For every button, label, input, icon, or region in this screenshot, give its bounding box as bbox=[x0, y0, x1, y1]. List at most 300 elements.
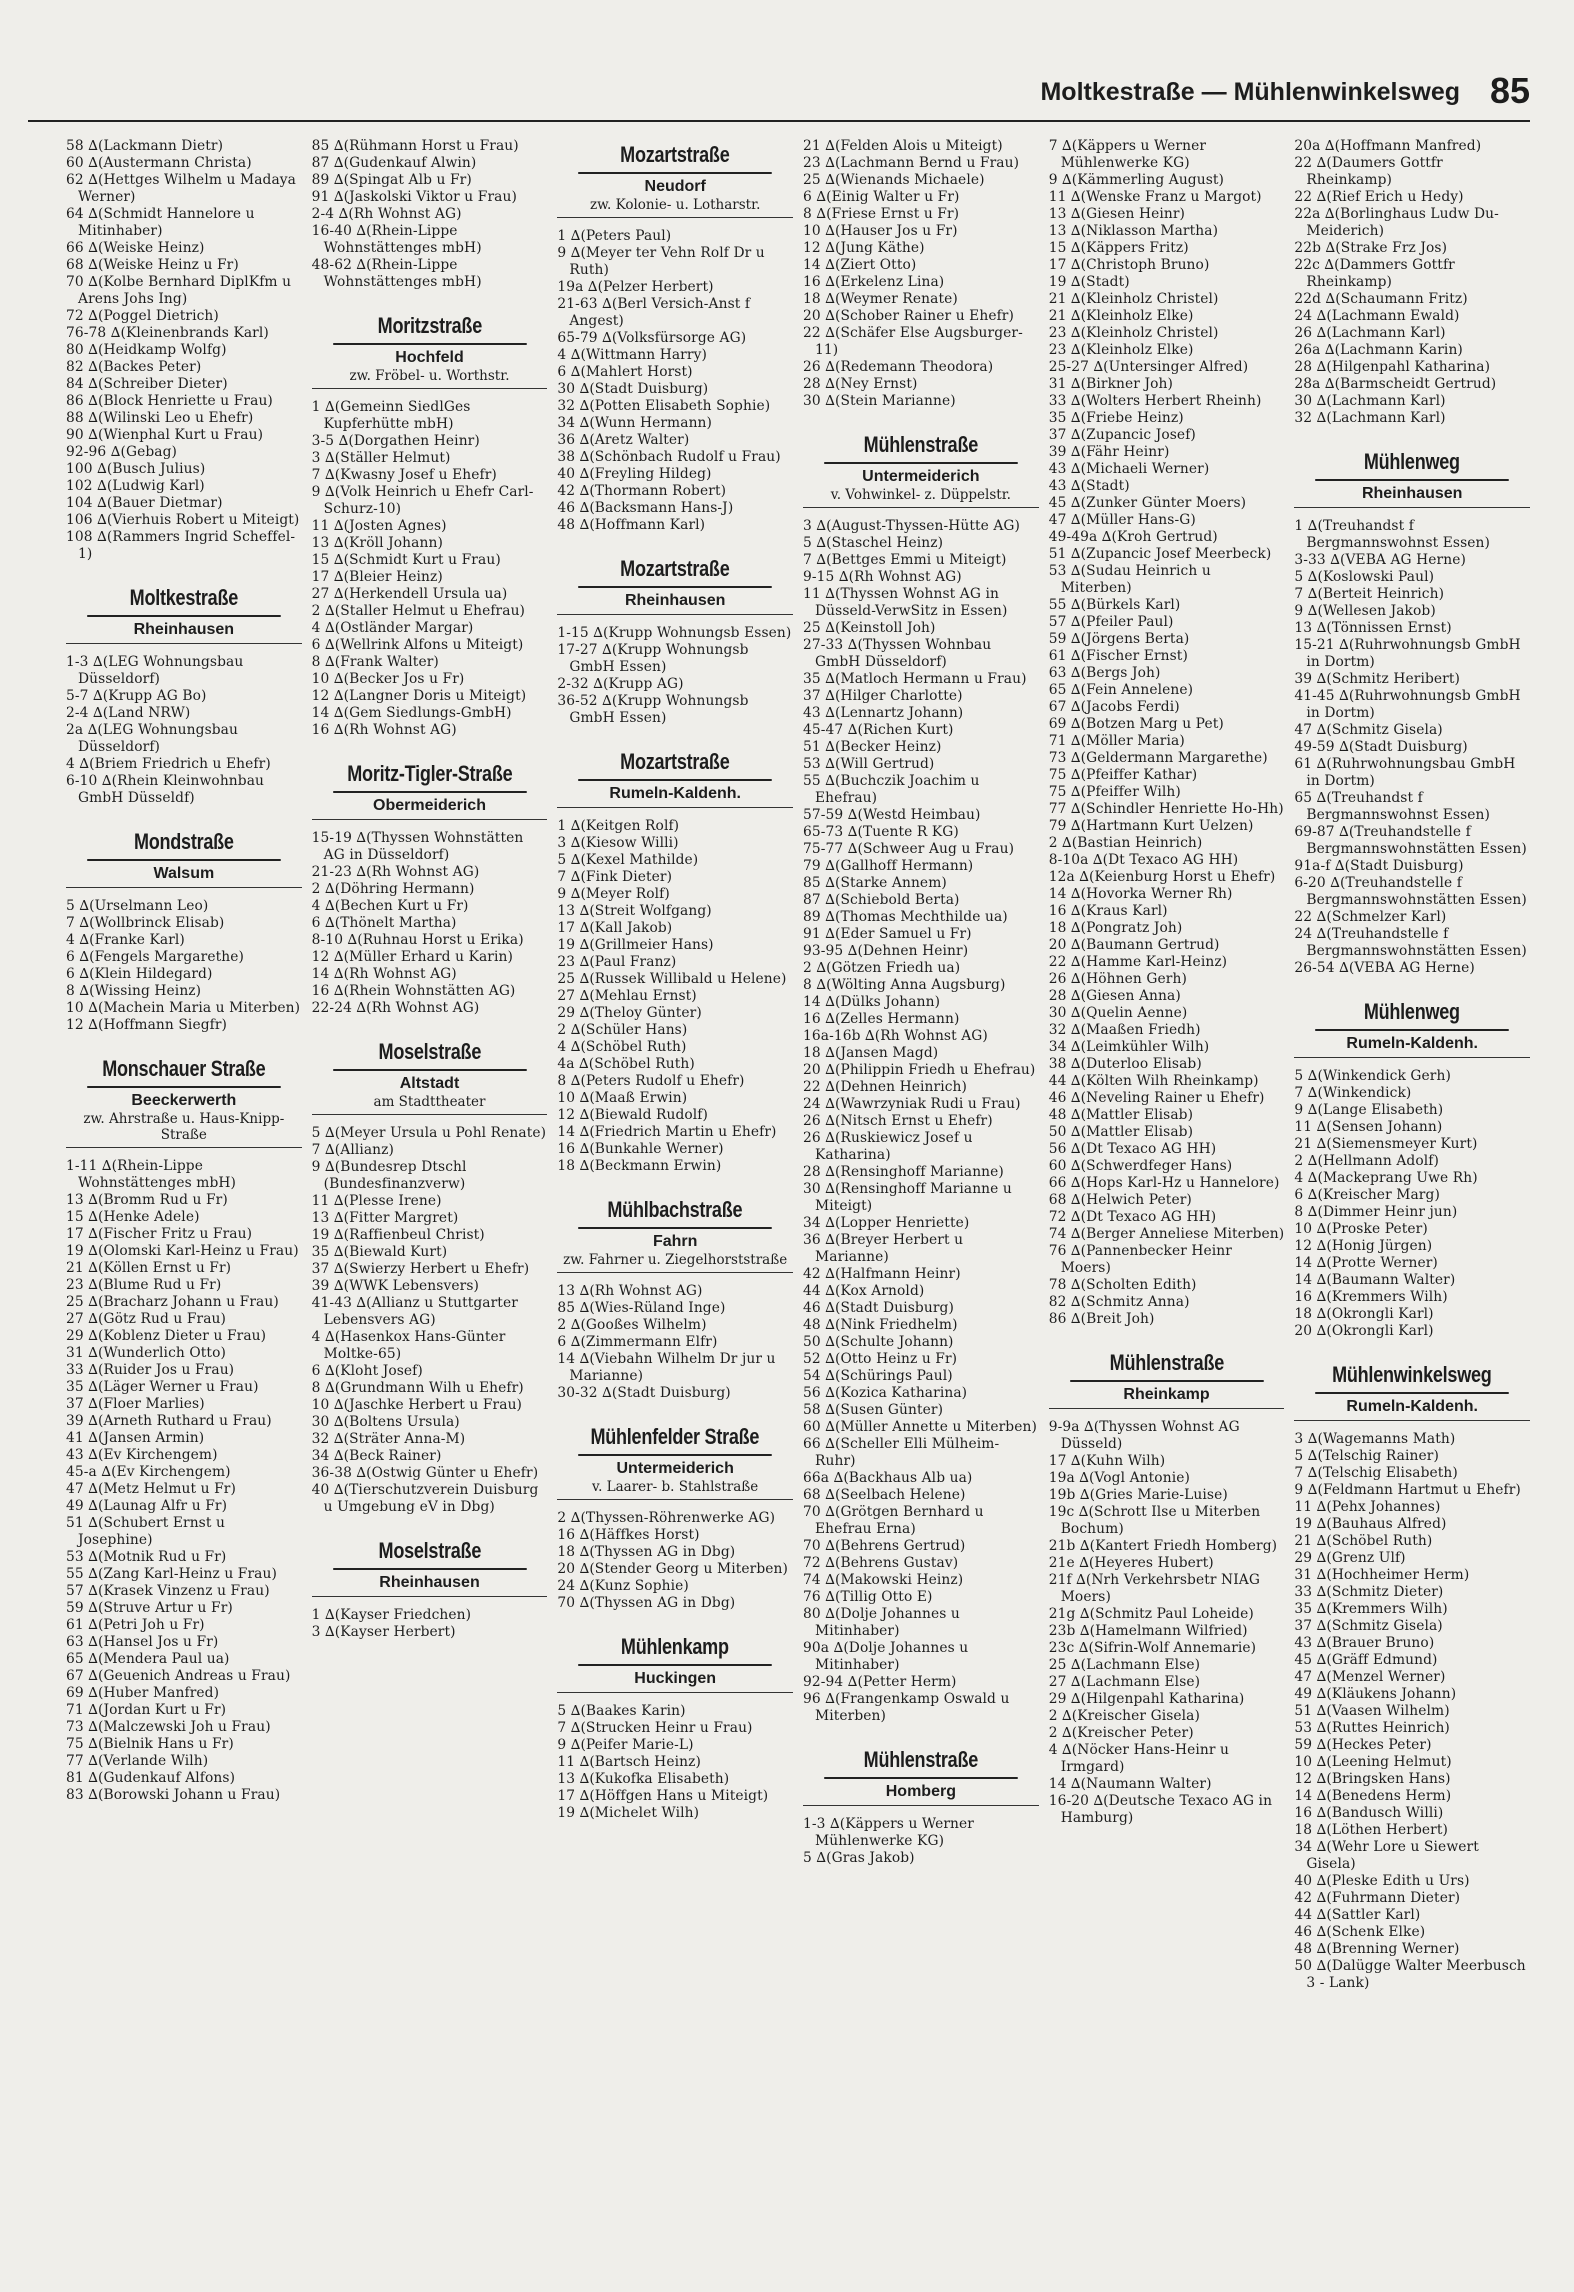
directory-entry: 64 ∆(Schmidt Hannelore u Mitinhaber) bbox=[66, 206, 255, 239]
directory-entry: 5 ∆(Gras Jakob) bbox=[803, 1850, 915, 1866]
directory-entry: 41-43 ∆(Allianz u Stuttgarter Lebensvers AG) bbox=[311, 1295, 518, 1328]
district-name: Rheinhausen bbox=[379, 1574, 480, 1591]
directory-entry: 1 ∆(Peters Paul) bbox=[557, 228, 672, 244]
directory-entry: 25 ∆(Russek Willibald u Helene) bbox=[557, 971, 787, 987]
directory-entry: 8-10a ∆(Dt Texaco AG HH) bbox=[1048, 852, 1239, 868]
directory-entry: 30 ∆(Boltens Ursula) bbox=[311, 1414, 460, 1430]
heading-rule bbox=[312, 1114, 548, 1115]
directory-entry: 100 ∆(Busch Julius) bbox=[66, 461, 206, 477]
directory-entry: 53 ∆(Ruttes Heinrich) bbox=[1294, 1720, 1450, 1736]
directory-entry: 16 ∆(Kraus Karl) bbox=[1048, 903, 1168, 919]
directory-entry: 21-63 ∆(Berl Versich-Anst f Angest) bbox=[557, 296, 751, 329]
heading-rule bbox=[66, 887, 302, 888]
directory-entry: 6 ∆(Kreischer Marg) bbox=[1294, 1187, 1440, 1203]
directory-entry: 2-4 ∆(Rh Wohnst AG) bbox=[311, 206, 462, 222]
directory-entry: 40 ∆(Freyling Hildeg) bbox=[557, 466, 712, 482]
directory-entry: 2 ∆(Staller Helmut u Ehefrau) bbox=[311, 603, 526, 619]
directory-entry: 3 ∆(August-Thyssen-Hütte AG) bbox=[803, 518, 1021, 534]
directory-entry: 9 ∆(Volk Heinrich u Ehefr Carl-Schurz-10) bbox=[311, 484, 534, 517]
directory-entry: 1-11 ∆(Rhein-Lippe Wohnstättenges mbH) bbox=[66, 1158, 237, 1191]
district-name: Rumeln-Kaldenh. bbox=[1346, 1035, 1478, 1052]
directory-entry: 25-27 ∆(Untersinger Alfred) bbox=[1048, 359, 1249, 375]
directory-entry: 48 ∆(Hoffmann Karl) bbox=[557, 517, 706, 533]
directory-entry: 34 ∆(Wunn Hermann) bbox=[557, 415, 713, 431]
directory-entry: 4 ∆(Nöcker Hans-Heinr u Irmgard) bbox=[1048, 1742, 1230, 1775]
directory-entry: 22 ∆(Schmelzer Karl) bbox=[1294, 909, 1447, 925]
directory-entry: 12 ∆(Langner Doris u Miteigt) bbox=[311, 688, 527, 704]
directory-entry: 24 ∆(Kunz Sophie) bbox=[557, 1578, 689, 1594]
directory-entry: 2 ∆(Bastian Heinrich) bbox=[1048, 835, 1203, 851]
page-header bbox=[28, 70, 1530, 122]
directory-entry: 46 ∆(Schenk Elke) bbox=[1294, 1924, 1426, 1940]
directory-entry: 9 ∆(Bundesrep Dtschl (Bundesfinanzverw) bbox=[311, 1159, 467, 1192]
directory-entry: 6-20 ∆(Treuhandstelle f Bergmannswohnstätten Essen) bbox=[1294, 875, 1527, 908]
district-name: Altstadt bbox=[399, 1075, 460, 1092]
directory-entry: 3-33 ∆(VEBA AG Herne) bbox=[1294, 552, 1466, 568]
directory-entry: 68 ∆(Seelbach Helene) bbox=[803, 1487, 966, 1503]
directory-entry: 80 ∆(Heidkamp Wolfg) bbox=[66, 342, 227, 358]
directory-entry: 16 ∆(Rhein Wohnstätten AG) bbox=[311, 983, 516, 999]
directory-entry: 12 ∆(Müller Erhard u Karin) bbox=[311, 949, 513, 965]
directory-entry: 17 ∆(Kall Jakob) bbox=[557, 920, 673, 936]
directory-entry: 44 ∆(Kox Arnold) bbox=[803, 1283, 925, 1299]
directory-entry: 3-5 ∆(Dorgathen Heinr) bbox=[311, 433, 480, 449]
directory-entry: 39 ∆(WWK Lebensvers) bbox=[311, 1278, 479, 1294]
directory-entry: 14 ∆(Protte Werner) bbox=[1294, 1255, 1438, 1271]
street-name: Moltkestraße bbox=[87, 585, 280, 617]
directory-entry: 14 ∆(Dülks Johann) bbox=[803, 994, 941, 1010]
street-name: Mondstraße bbox=[87, 829, 280, 861]
directory-entry: 86 ∆(Block Henriette u Frau) bbox=[66, 393, 273, 409]
street-heading bbox=[1294, 999, 1530, 1058]
directory-entry: 32 ∆(Lachmann Karl) bbox=[1294, 410, 1446, 426]
directory-entry: 14 ∆(Benedens Herm) bbox=[1294, 1788, 1452, 1804]
directory-entry: 46 ∆(Neveling Rainer u Ehefr) bbox=[1048, 1090, 1265, 1106]
directory-entry: 21 ∆(Felden Alois u Miteigt) bbox=[803, 138, 1003, 154]
directory-entry: 2-4 ∆(Land NRW) bbox=[66, 705, 191, 721]
directory-entry: 23c ∆(Sifrin-Wolf Annemarie) bbox=[1048, 1640, 1257, 1656]
directory-entry: 87 ∆(Gudenkauf Alwin) bbox=[311, 155, 477, 171]
directory-entry: 30 ∆(Quelin Aenne) bbox=[1048, 1005, 1188, 1021]
directory-entry: 3 ∆(Kayser Herbert) bbox=[311, 1624, 456, 1640]
directory-entry: 9 ∆(Peifer Marie-L) bbox=[557, 1737, 694, 1753]
directory-entry: 2 ∆(Hellmann Adolf) bbox=[1294, 1153, 1439, 1169]
directory-entry: 19b ∆(Gries Marie-Luise) bbox=[1048, 1487, 1228, 1503]
directory-entry: 65-73 ∆(Tuente R KG) bbox=[803, 824, 959, 840]
directory-entry: 18 ∆(Jansen Magd) bbox=[803, 1045, 939, 1061]
directory-entry: 15 ∆(Schmidt Kurt u Frau) bbox=[311, 552, 501, 568]
directory-entry: 28 ∆(Rensinghoff Marianne) bbox=[803, 1164, 1004, 1180]
directory-entry: 43 ∆(Ev Kirchengem) bbox=[66, 1447, 218, 1463]
directory-entry: 33 ∆(Schmitz Dieter) bbox=[1294, 1584, 1444, 1600]
directory-entry: 55 ∆(Bürkels Karl) bbox=[1048, 597, 1181, 613]
directory-entry: 30-32 ∆(Stadt Duisburg) bbox=[557, 1385, 731, 1401]
directory-entry: 26-54 ∆(VEBA AG Herne) bbox=[1294, 960, 1475, 976]
directory-entry: 10 ∆(Leening Helmut) bbox=[1294, 1754, 1452, 1770]
directory-entry: 34 ∆(Wehr Lore u Siewert Gisela) bbox=[1294, 1839, 1479, 1872]
directory-entry: 39 ∆(Fähr Heinr) bbox=[1048, 444, 1170, 460]
directory-entry: 69-87 ∆(Treuhandstelle f Bergmannswohnstätten Essen) bbox=[1294, 824, 1527, 857]
directory-entry: 4 ∆(Hasenkox Hans-Günter Moltke-65) bbox=[311, 1329, 506, 1362]
directory-entry: 25 ∆(Lachmann Else) bbox=[1048, 1657, 1201, 1673]
directory-entry: 28 ∆(Hilgenpahl Katharina) bbox=[1294, 359, 1491, 375]
directory-entry: 65 ∆(Treuhandst f Bergmannswohnst Essen) bbox=[1294, 790, 1491, 823]
directory-entry: 49 ∆(Kläukens Johann) bbox=[1294, 1686, 1457, 1702]
directory-entry: 75 ∆(Pfeiffer Kathar) bbox=[1048, 767, 1198, 783]
directory-entry: 67 ∆(Geuenich Andreas u Frau) bbox=[66, 1668, 291, 1684]
directory-entry: 51 ∆(Vaasen Wilhelm) bbox=[1294, 1703, 1450, 1719]
directory-entry: 26 ∆(Redemann Theodora) bbox=[803, 359, 994, 375]
directory-entry: 41-45 ∆(Ruhrwohnungsb GmbH in Dortm) bbox=[1294, 688, 1521, 721]
directory-entry: 59 ∆(Jörgens Berta) bbox=[1048, 631, 1190, 647]
directory-entry: 54 ∆(Schürings Paul) bbox=[803, 1368, 953, 1384]
street-heading bbox=[557, 1634, 793, 1693]
directory-entry: 6-10 ∆(Rhein Kleinwohnbau GmbH Düsseldf) bbox=[66, 773, 265, 806]
street-heading bbox=[312, 1039, 548, 1115]
directory-entry: 11 ∆(Bartsch Heinz) bbox=[557, 1754, 701, 1770]
directory-entry: 76-78 ∆(Kleinenbrands Karl) bbox=[66, 325, 269, 341]
directory-entry: 85 ∆(Wies-Rüland Inge) bbox=[557, 1300, 726, 1316]
directory-entry: 10 ∆(Jaschke Herbert u Frau) bbox=[311, 1397, 523, 1413]
directory-entry: 8 ∆(Wissing Heinz) bbox=[66, 983, 202, 999]
heading-rule bbox=[557, 614, 793, 615]
directory-entry: 27 ∆(Mehlau Ernst) bbox=[557, 988, 697, 1004]
directory-entry: 16 ∆(Erkelenz Lina) bbox=[803, 274, 945, 290]
directory-entry: 16 ∆(Häffkes Horst) bbox=[557, 1527, 700, 1543]
directory-entry: 56 ∆(Kozica Katharina) bbox=[803, 1385, 968, 1401]
directory-entry: 10 ∆(Machein Maria u Miterben) bbox=[66, 1000, 301, 1016]
directory-entry: 9 ∆(Meyer ter Vehn Rolf Dr u Ruth) bbox=[557, 245, 765, 278]
directory-entry: 42 ∆(Thormann Robert) bbox=[557, 483, 727, 499]
directory-entry: 6 ∆(Mahlert Horst) bbox=[557, 364, 693, 380]
directory-entry: 1-15 ∆(Krupp Wohnungsb Essen) bbox=[557, 625, 792, 641]
district-name: Rheinhausen bbox=[133, 621, 235, 638]
heading-rule bbox=[557, 217, 793, 218]
directory-entry: 28 ∆(Giesen Anna) bbox=[1048, 988, 1181, 1004]
street-name: Mühlbachstraße bbox=[579, 1197, 772, 1229]
directory-entry: 34 ∆(Beck Rainer) bbox=[311, 1448, 442, 1464]
directory-entry: 20 ∆(Baumann Gertrud) bbox=[1048, 937, 1220, 953]
heading-rule bbox=[557, 1272, 793, 1273]
directory-entry: 7 ∆(Kwasny Josef u Ehefr) bbox=[311, 467, 497, 483]
directory-entry: 45-47 ∆(Richen Kurt) bbox=[803, 722, 954, 738]
directory-entry: 57 ∆(Krasek Vinzenz u Frau) bbox=[66, 1583, 270, 1599]
street-heading bbox=[66, 1056, 302, 1148]
directory-entry: 3 ∆(Ställer Helmut) bbox=[311, 450, 451, 466]
directory-entry: 55 ∆(Zang Karl-Heinz u Frau) bbox=[66, 1566, 277, 1582]
directory-entry: 16a-16b ∆(Rh Wohnst AG) bbox=[803, 1028, 988, 1044]
street-location-note: zw. Fahrner u. Ziegelhorststraße bbox=[563, 1252, 788, 1268]
directory-entry: 1-3 ∆(Käppers u Werner Mühlenwerke KG) bbox=[803, 1816, 974, 1849]
directory-entry: 59 ∆(Struve Artur u Fr) bbox=[66, 1600, 233, 1616]
directory-entry: 21 ∆(Kleinholz Christel) bbox=[1048, 291, 1219, 307]
directory-entry: 9 ∆(Kämmerling August) bbox=[1048, 172, 1225, 188]
directory-entry: 106 ∆(Vierhuis Robert u Miteigt) bbox=[66, 512, 300, 528]
directory-entry: 25 ∆(Wienands Michaele) bbox=[803, 172, 985, 188]
directory-entry: 93-95 ∆(Dehnen Heinr) bbox=[803, 943, 969, 959]
directory-entry: 75 ∆(Pfeiffer Wilh) bbox=[1048, 784, 1181, 800]
directory-entry: 35 ∆(Biewald Kurt) bbox=[311, 1244, 448, 1260]
directory-entry: 5 ∆(Telschig Rainer) bbox=[1294, 1448, 1439, 1464]
directory-entry: 53 ∆(Sudau Heinrich u Miterben) bbox=[1048, 563, 1211, 596]
directory-entry: 63 ∆(Bergs Joh) bbox=[1048, 665, 1161, 681]
directory-entry: 30 ∆(Rensinghoff Marianne u Miteigt) bbox=[803, 1181, 1012, 1214]
street-heading bbox=[557, 1197, 793, 1273]
directory-entry: 26 ∆(Ruskiewicz Josef u Katharina) bbox=[803, 1130, 973, 1163]
directory-entry: 62 ∆(Hettges Wilhelm u Madaya Werner) bbox=[66, 172, 297, 205]
directory-entry: 18 ∆(Okrongli Karl) bbox=[1294, 1306, 1434, 1322]
directory-entry: 14 ∆(Viebahn Wilhelm Dr jur u Marianne) bbox=[557, 1351, 776, 1384]
directory-entry: 21 ∆(Köllen Ernst u Fr) bbox=[66, 1260, 232, 1276]
directory-entry: 24 ∆(Lachmann Ewald) bbox=[1294, 308, 1460, 324]
directory-entry: 51 ∆(Zupancic Josef Meerbeck) bbox=[1048, 546, 1272, 562]
district-name: Hochfeld bbox=[395, 349, 464, 366]
column-4 bbox=[803, 138, 1039, 2284]
directory-entry: 7 ∆(Käppers u Werner Mühlenwerke KG) bbox=[1048, 138, 1207, 171]
street-name: Monschauer Straße bbox=[87, 1056, 280, 1088]
directory-entry: 11 ∆(Sensen Johann) bbox=[1294, 1119, 1443, 1135]
directory-entry: 20 ∆(Schober Rainer u Ehefr) bbox=[803, 308, 1014, 324]
directory-entry: 16 ∆(Zelles Hermann) bbox=[803, 1011, 960, 1027]
directory-entry: 5 ∆(Urselmann Leo) bbox=[66, 898, 209, 914]
directory-entry: 56 ∆(Dt Texaco AG HH) bbox=[1048, 1141, 1217, 1157]
district-name: Obermeiderich bbox=[373, 797, 486, 814]
directory-entry: 8 ∆(Peters Rudolf u Ehefr) bbox=[557, 1073, 745, 1089]
directory-entry: 19 ∆(Bauhaus Alfred) bbox=[1294, 1516, 1447, 1532]
street-heading bbox=[66, 829, 302, 888]
directory-entry: 17 ∆(Fischer Fritz u Frau) bbox=[66, 1226, 253, 1242]
directory-entry: 6 ∆(Wellrink Alfons u Miteigt) bbox=[311, 637, 524, 653]
directory-entry: 25 ∆(Keinstoll Joh) bbox=[803, 620, 936, 636]
directory-entry: 17 ∆(Bleier Heinz) bbox=[311, 569, 443, 585]
column-1 bbox=[66, 138, 302, 2284]
directory-entry: 20a ∆(Hoffmann Manfred) bbox=[1294, 138, 1482, 154]
directory-entry: 19a ∆(Pelzer Herbert) bbox=[557, 279, 714, 295]
heading-rule bbox=[1294, 507, 1530, 508]
directory-entry: 21 ∆(Schöbel Ruth) bbox=[1294, 1533, 1433, 1549]
directory-entry: 11 ∆(Thyssen Wohnst AG in Düsseld-VerwSitz in Essen) bbox=[803, 586, 1008, 619]
directory-entry: 22a ∆(Borlinghaus Ludw Du-Meiderich) bbox=[1294, 206, 1499, 239]
directory-entry: 22 ∆(Daumers Gottfr Rheinkamp) bbox=[1294, 155, 1443, 188]
directory-entry: 8 ∆(Grundmann Wilh u Ehefr) bbox=[311, 1380, 524, 1396]
directory-entry: 96 ∆(Frangenkamp Oswald u Miterben) bbox=[803, 1691, 1010, 1724]
directory-entry: 88 ∆(Wilinski Leo u Ehefr) bbox=[66, 410, 254, 426]
directory-entry: 20 ∆(Okrongli Karl) bbox=[1294, 1323, 1434, 1339]
directory-entry: 37 ∆(Hilger Charlotte) bbox=[803, 688, 963, 704]
directory-entry: 47 ∆(Müller Hans-G) bbox=[1048, 512, 1196, 528]
heading-rule bbox=[312, 388, 548, 389]
directory-entry: 18 ∆(Löthen Herbert) bbox=[1294, 1822, 1448, 1838]
directory-entry: 3 ∆(Kiesow Willi) bbox=[557, 835, 679, 851]
directory-entry: 16 ∆(Bunkahle Werner) bbox=[557, 1141, 724, 1157]
directory-entry: 4a ∆(Schöbel Ruth) bbox=[557, 1056, 695, 1072]
directory-entry: 2 ∆(Kreischer Gisela) bbox=[1048, 1708, 1200, 1724]
directory-entry: 9-15 ∆(Rh Wohnst AG) bbox=[803, 569, 962, 585]
directory-entry: 18 ∆(Pongratz Joh) bbox=[1048, 920, 1183, 936]
directory-entry: 43 ∆(Michaeli Werner) bbox=[1048, 461, 1210, 477]
street-name: Moritz-Tigler-Straße bbox=[333, 761, 526, 793]
district-name: Rheinhausen bbox=[1361, 485, 1463, 502]
column-5 bbox=[1049, 138, 1285, 2284]
directory-entry: 13 ∆(Kröll Johann) bbox=[311, 535, 443, 551]
directory-entry: 10 ∆(Proske Peter) bbox=[1294, 1221, 1428, 1237]
directory-entry: 38 ∆(Schönbach Rudolf u Frau) bbox=[557, 449, 781, 465]
directory-entry: 30 ∆(Lachmann Karl) bbox=[1294, 393, 1446, 409]
directory-entry: 84 ∆(Schreiber Dieter) bbox=[66, 376, 228, 392]
directory-entry: 12a ∆(Keienburg Horst u Ehefr) bbox=[1048, 869, 1276, 885]
directory-entry: 75-77 ∆(Schweer Aug u Frau) bbox=[803, 841, 1015, 857]
street-name: Mühlenweg bbox=[1316, 999, 1509, 1031]
heading-rule bbox=[557, 807, 793, 808]
directory-entry: 29 ∆(Koblenz Dieter u Frau) bbox=[66, 1328, 267, 1344]
directory-entry: 6 ∆(Einig Walter u Fr) bbox=[803, 189, 960, 205]
directory-entry: 8 ∆(Wölting Anna Augsburg) bbox=[803, 977, 1006, 993]
directory-entry: 1 ∆(Gemeinn SiedlGes Kupferhütte mbH) bbox=[311, 399, 471, 432]
directory-entry: 5 ∆(Winkendick Gerh) bbox=[1294, 1068, 1451, 1084]
directory-entry: 27 ∆(Götz Rud u Frau) bbox=[66, 1311, 227, 1327]
directory-entry: 8 ∆(Dimmer Heinr jun) bbox=[1294, 1204, 1458, 1220]
directory-entry: 76 ∆(Tillig Otto E) bbox=[803, 1589, 933, 1605]
directory-entry: 16 ∆(Rh Wohnst AG) bbox=[311, 722, 457, 738]
street-name: Mühlenstraße bbox=[1070, 1350, 1263, 1382]
column-2 bbox=[312, 138, 548, 2284]
directory-entry: 71 ∆(Möller Maria) bbox=[1048, 733, 1185, 749]
directory-entry: 22d ∆(Schaumann Fritz) bbox=[1294, 291, 1468, 307]
directory-entry: 5 ∆(Koslowski Paul) bbox=[1294, 569, 1435, 585]
directory-entry: 1 ∆(Kayser Friedchen) bbox=[311, 1607, 472, 1623]
directory-entry: 89 ∆(Spingat Alb u Fr) bbox=[311, 172, 472, 188]
directory-entry: 1 ∆(Keitgen Rolf) bbox=[557, 818, 680, 834]
directory-entry: 44 ∆(Költen Wilh Rheinkamp) bbox=[1048, 1073, 1259, 1089]
directory-entry: 5 ∆(Staschel Heinz) bbox=[803, 535, 944, 551]
directory-entry: 17 ∆(Christoph Bruno) bbox=[1048, 257, 1210, 273]
directory-entry: 10 ∆(Hauser Jos u Fr) bbox=[803, 223, 958, 239]
directory-entry: 13 ∆(Streit Wolfgang) bbox=[557, 903, 712, 919]
directory-entry: 13 ∆(Bromm Rud u Fr) bbox=[66, 1192, 228, 1208]
heading-rule bbox=[1294, 1057, 1530, 1058]
directory-entry: 49-49a ∆(Kroh Gertrud) bbox=[1048, 529, 1218, 545]
district-name: Rheinkamp bbox=[1123, 1386, 1210, 1403]
directory-entry: 7 ∆(Fink Dieter) bbox=[557, 869, 673, 885]
directory-entry: 27 ∆(Herkendell Ursula ua) bbox=[311, 586, 508, 602]
directory-entry: 23 ∆(Lachmann Bernd u Frau) bbox=[803, 155, 1020, 171]
directory-entry: 27-33 ∆(Thyssen Wohnbau GmbH Düsseldorf) bbox=[803, 637, 992, 670]
street-name: Mühlenfelder Straße bbox=[579, 1424, 772, 1456]
directory-entry: 36 ∆(Breyer Herbert u Marianne) bbox=[803, 1232, 964, 1265]
street-location-note: v. Vohwinkel- z. Düppelstr. bbox=[830, 487, 1011, 503]
directory-entry: 66 ∆(Scheller Elli Mülheim-Ruhr) bbox=[803, 1436, 1000, 1469]
directory-entry: 11 ∆(Josten Agnes) bbox=[311, 518, 447, 534]
directory-entry: 42 ∆(Fuhrmann Dieter) bbox=[1294, 1890, 1461, 1906]
directory-entry: 35 ∆(Friebe Heinz) bbox=[1048, 410, 1184, 426]
directory-entry: 74 ∆(Berger Anneliese Miterben) bbox=[1048, 1226, 1285, 1242]
district-name: Fahrn bbox=[652, 1233, 698, 1250]
heading-rule bbox=[557, 1692, 793, 1693]
directory-entry: 4 ∆(Mackeprang Uwe Rh) bbox=[1294, 1170, 1478, 1186]
directory-entry: 22 ∆(Hamme Karl-Heinz) bbox=[1048, 954, 1228, 970]
directory-entry: 27 ∆(Lachmann Else) bbox=[1048, 1674, 1201, 1690]
directory-entry: 78 ∆(Scholten Edith) bbox=[1048, 1277, 1197, 1293]
street-name: Moritzstraße bbox=[333, 313, 526, 345]
directory-entry: 79 ∆(Gallhoff Hermann) bbox=[803, 858, 974, 874]
directory-entry: 61 ∆(Ruhrwohnungsbau GmbH in Dortm) bbox=[1294, 756, 1516, 789]
heading-rule bbox=[312, 819, 548, 820]
directory-entry: 15-21 ∆(Ruhrwohnungsb GmbH in Dortm) bbox=[1294, 637, 1521, 670]
directory-entry: 30 ∆(Stadt Duisburg) bbox=[557, 381, 709, 397]
directory-entry: 51 ∆(Becker Heinz) bbox=[803, 739, 942, 755]
directory-entry: 73 ∆(Malczewski Joh u Frau) bbox=[66, 1719, 271, 1735]
directory-entry: 91 ∆(Eder Samuel u Fr) bbox=[803, 926, 972, 942]
directory-entry: 7 ∆(Strucken Heinr u Frau) bbox=[557, 1720, 753, 1736]
directory-entry: 60 ∆(Austermann Christa) bbox=[66, 155, 252, 171]
directory-entry: 17 ∆(Kuhn Wilh) bbox=[1048, 1453, 1166, 1469]
street-heading bbox=[312, 313, 548, 389]
directory-entry: 35 ∆(Matloch Hermann u Frau) bbox=[803, 671, 1027, 687]
directory-entry: 8 ∆(Friese Ernst u Fr) bbox=[803, 206, 960, 222]
street-name: Mozartstraße bbox=[579, 556, 772, 588]
directory-entry: 14 ∆(Rh Wohnst AG) bbox=[311, 966, 457, 982]
directory-entry: 18 ∆(Beckmann Erwin) bbox=[557, 1158, 722, 1174]
directory-entry: 9 ∆(Lange Elisabeth) bbox=[1294, 1102, 1444, 1118]
heading-rule bbox=[557, 1499, 793, 1500]
directory-entry: 26 ∆(Höhnen Gerh) bbox=[1048, 971, 1187, 987]
directory-entry: 5 ∆(Meyer Ursula u Pohl Renate) bbox=[311, 1125, 547, 1141]
directory-entry: 10 ∆(Becker Jos u Fr) bbox=[311, 671, 465, 687]
directory-entry: 48 ∆(Mattler Elisab) bbox=[1048, 1107, 1194, 1123]
street-range: Moltkestraße — Mühlenwinkelsweg bbox=[1040, 78, 1460, 106]
directory-entry: 42 ∆(Halfmann Heinr) bbox=[803, 1266, 961, 1282]
directory-entry: 81 ∆(Gudenkauf Alfons) bbox=[66, 1770, 236, 1786]
directory-entry: 6 ∆(Thönelt Martha) bbox=[311, 915, 457, 931]
directory-entry: 35 ∆(Läger Werner u Frau) bbox=[66, 1379, 259, 1395]
directory-entry: 12 ∆(Hoffmann Siegfr) bbox=[66, 1017, 228, 1033]
directory-entry: 17 ∆(Höffgen Hans u Miteigt) bbox=[557, 1788, 769, 1804]
directory-entry: 70 ∆(Thyssen AG in Dbg) bbox=[557, 1595, 736, 1611]
directory-entry: 68 ∆(Weiske Heinz u Fr) bbox=[66, 257, 239, 273]
directory-entry: 18 ∆(Thyssen AG in Dbg) bbox=[557, 1544, 736, 1560]
directory-entry: 19 ∆(Raffienbeul Christ) bbox=[311, 1227, 485, 1243]
directory-entry: 69 ∆(Botzen Marg u Pet) bbox=[1048, 716, 1224, 732]
directory-entry: 17-27 ∆(Krupp Wohnungsb GmbH Essen) bbox=[557, 642, 749, 675]
directory-entry: 36-38 ∆(Ostwig Günter u Ehefr) bbox=[311, 1465, 539, 1481]
directory-entry: 12 ∆(Jung Käthe) bbox=[803, 240, 925, 256]
heading-rule bbox=[312, 1596, 548, 1597]
directory-entry: 69 ∆(Huber Manfred) bbox=[66, 1685, 220, 1701]
directory-entry: 22-24 ∆(Rh Wohnst AG) bbox=[311, 1000, 480, 1016]
directory-entry: 70 ∆(Grötgen Bernhard u Ehefrau Erna) bbox=[803, 1504, 984, 1537]
directory-entry: 5 ∆(Baakes Karin) bbox=[557, 1703, 686, 1719]
heading-rule bbox=[803, 507, 1039, 508]
street-name: Mozartstraße bbox=[579, 142, 772, 174]
directory-entry: 9 ∆(Meyer Rolf) bbox=[557, 886, 670, 902]
directory-entry: 41 ∆(Jansen Armin) bbox=[66, 1430, 205, 1446]
directory-entry: 39 ∆(Schmitz Heribert) bbox=[1294, 671, 1460, 687]
directory-entry: 16-40 ∆(Rhein-Lippe Wohnstättenges mbH) bbox=[311, 223, 482, 256]
district-name: Untermeiderich bbox=[616, 1460, 734, 1477]
directory-entry: 49-59 ∆(Stadt Duisburg) bbox=[1294, 739, 1468, 755]
directory-entry: 47 ∆(Schmitz Gisela) bbox=[1294, 722, 1443, 738]
directory-entry: 66a ∆(Backhaus Alb ua) bbox=[803, 1470, 973, 1486]
directory-entry: 13 ∆(Giesen Heinr) bbox=[1048, 206, 1186, 222]
directory-entry: 83 ∆(Borowski Johann u Frau) bbox=[66, 1787, 281, 1803]
street-heading bbox=[557, 556, 793, 615]
directory-entry: 6 ∆(Fengels Margarethe) bbox=[66, 949, 244, 965]
directory-entry: 61 ∆(Fischer Ernst) bbox=[1048, 648, 1188, 664]
directory-entry: 1-3 ∆(LEG Wohnungsbau Düsseldorf) bbox=[66, 654, 244, 687]
street-location-note: v. Laarer- b. Stahlstraße bbox=[592, 1479, 759, 1495]
directory-entry: 43 ∆(Stadt) bbox=[1048, 478, 1130, 494]
district-name: Beeckerwerth bbox=[131, 1092, 237, 1109]
